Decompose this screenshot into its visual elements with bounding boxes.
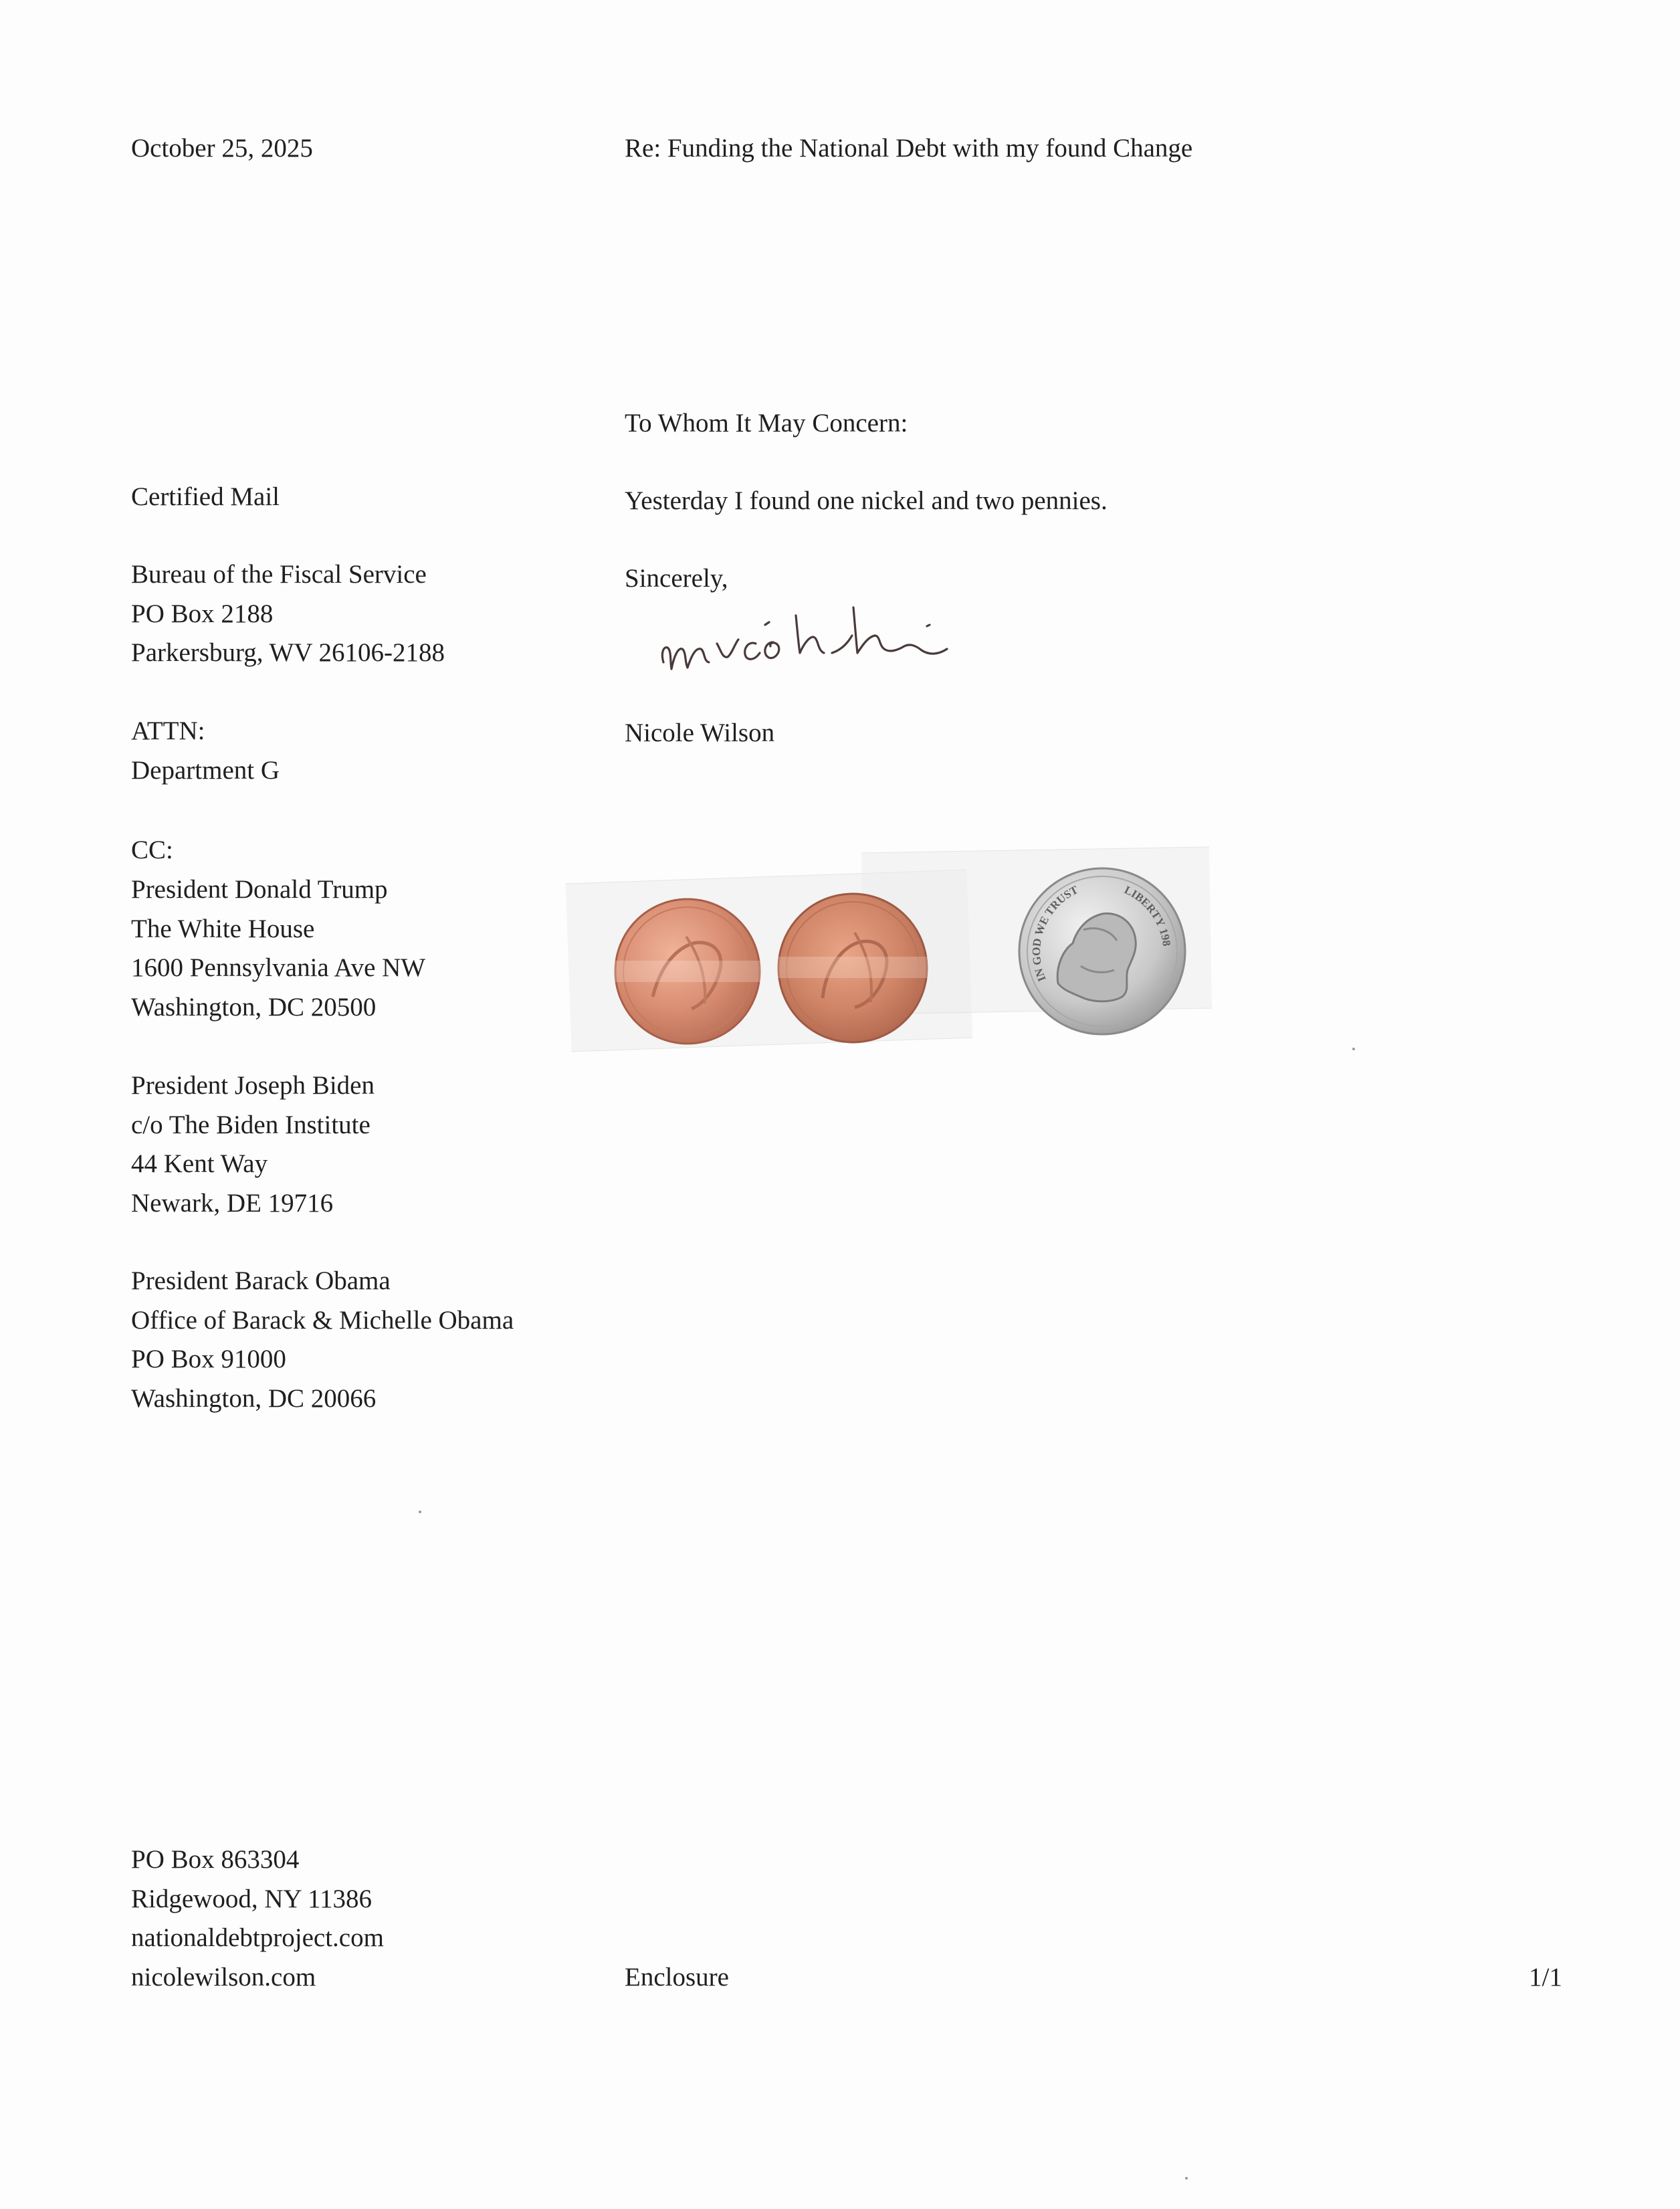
address-line: President Donald Trump bbox=[131, 875, 388, 904]
website-link: nicolewilson.com bbox=[131, 1962, 316, 1992]
delivery-method: Certified Mail bbox=[131, 482, 280, 511]
cc-label: CC: bbox=[131, 836, 173, 864]
address-line: Office of Barack & Michelle Obama bbox=[131, 1305, 514, 1335]
address-line: Washington, DC 20500 bbox=[131, 992, 377, 1022]
address-line: PO Box 91000 bbox=[131, 1345, 286, 1373]
penny-coin bbox=[613, 896, 762, 1046]
penny-coin bbox=[776, 891, 930, 1045]
signer-name: Nicole Wilson bbox=[625, 718, 775, 747]
salutation: To Whom It May Concern: bbox=[625, 409, 908, 438]
scan-speck bbox=[419, 1511, 421, 1513]
address-line: The White House bbox=[131, 914, 315, 943]
address-line: PO Box 2188 bbox=[131, 599, 274, 628]
attention-block bbox=[131, 712, 280, 790]
scan-speck bbox=[1185, 2177, 1188, 2180]
address-line: Washington, DC 20066 bbox=[131, 1383, 377, 1413]
recipient-address bbox=[131, 555, 445, 673]
address-line: President Joseph Biden bbox=[131, 1071, 375, 1100]
letter-date: October 25, 2025 bbox=[131, 134, 313, 163]
address-line: Ridgewood, NY 11386 bbox=[131, 1884, 373, 1913]
nickel-coin bbox=[1017, 866, 1188, 1037]
closing: Sincerely, bbox=[625, 564, 728, 593]
website-link: nationaldebtproject.com bbox=[131, 1923, 384, 1952]
address-line: Bureau of the Fiscal Service bbox=[131, 560, 427, 589]
scan-speck bbox=[1352, 1048, 1355, 1050]
address-line: Newark, DE 19716 bbox=[131, 1188, 334, 1218]
signature bbox=[655, 589, 976, 689]
sender-address bbox=[131, 1840, 384, 1997]
letter-subject: Re: Funding the National Debt with my found Change bbox=[625, 134, 1193, 163]
address-line: 1600 Pennsylvania Ave NW bbox=[131, 953, 426, 982]
cc-recipient bbox=[131, 870, 425, 1027]
cc-recipient bbox=[131, 1066, 375, 1223]
letter-body: Yesterday I found one nickel and two pennies. bbox=[625, 486, 1108, 515]
page-number: 1/1 bbox=[1529, 1963, 1562, 1992]
address-line: PO Box 863304 bbox=[131, 1845, 300, 1874]
attn-value: Department G bbox=[131, 755, 280, 785]
cc-recipient bbox=[131, 1262, 514, 1418]
attn-label: ATTN: bbox=[131, 716, 205, 745]
nickel-motto: IN GOD WE TRUST bbox=[1030, 883, 1081, 983]
address-line: 44 Kent Way bbox=[131, 1149, 268, 1178]
taped-coins bbox=[548, 836, 1231, 1104]
address-line: Parkersburg, WV 26106-2188 bbox=[131, 638, 445, 667]
address-line: President Barack Obama bbox=[131, 1266, 391, 1295]
address-line: c/o The Biden Institute bbox=[131, 1110, 371, 1139]
enclosure-label: Enclosure bbox=[625, 1963, 729, 1992]
nickel-liberty: LIBERTY 198 bbox=[1122, 883, 1174, 947]
